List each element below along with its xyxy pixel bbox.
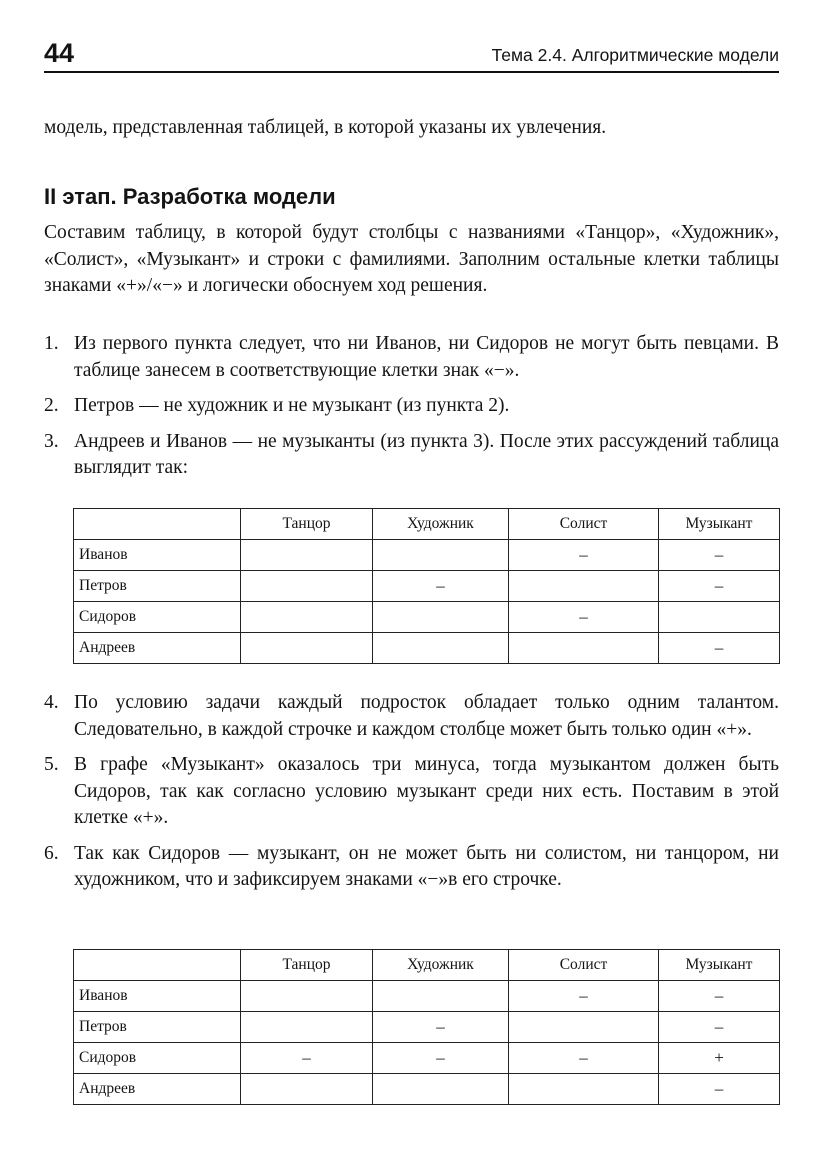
header-cell	[74, 509, 241, 540]
table-cell	[373, 540, 509, 571]
header-cell: Солист	[509, 509, 659, 540]
table-cell	[373, 633, 509, 664]
step-number: 1.	[44, 333, 59, 354]
row-name: Сидоров	[74, 1043, 241, 1074]
table-row	[74, 571, 780, 602]
steps-list-b	[44, 690, 779, 903]
table-row	[74, 540, 780, 571]
table-row	[74, 633, 780, 664]
intro-paragraph: модель, представленная таблицей, в которой указаны их увлечения.	[44, 117, 607, 138]
header-cell: Танцор	[241, 950, 373, 981]
step-number: 2.	[44, 395, 59, 416]
table-cell: –	[509, 602, 659, 633]
table-cell	[373, 981, 509, 1012]
table-cell	[241, 1074, 373, 1105]
list-item	[44, 841, 779, 894]
table-row	[74, 602, 780, 633]
step-text: Из первого пункта следует, что ни Иванов, ни Сидоров не могут быть певцами. В таблице занесем в соответствующие клетки знак «−».	[74, 333, 779, 381]
table-cell: –	[241, 1043, 373, 1074]
running-title: Тема 2.4. Алгоритмические модели	[491, 45, 779, 65]
step-text: Андреев и Иванов — не музыканты (из пункта 3). После этих рассуждений таблица выглядит так:	[74, 430, 779, 478]
table-header-row	[74, 509, 780, 540]
list-item	[44, 393, 779, 420]
step-text: Так как Сидоров — музыкант, он не может быть ни солистом, ни танцором, ни художником, что и зафиксируем знаками «−»в его строчке.	[74, 842, 779, 890]
table-cell	[509, 571, 659, 602]
list-item	[44, 752, 779, 832]
table-after	[73, 949, 780, 1105]
table-cell	[509, 1012, 659, 1043]
table-cell: –	[373, 1012, 509, 1043]
table-cell	[659, 602, 780, 633]
header-rule	[44, 71, 779, 73]
table-row	[74, 981, 780, 1012]
row-name: Андреев	[74, 633, 241, 664]
table-before	[73, 508, 780, 664]
table-cell: –	[659, 633, 780, 664]
table-cell: –	[659, 540, 780, 571]
header-cell	[74, 950, 241, 981]
row-name: Иванов	[74, 981, 241, 1012]
header-cell: Солист	[509, 950, 659, 981]
table-header-row	[74, 950, 780, 981]
table-cell	[241, 633, 373, 664]
list-item	[44, 690, 779, 743]
header-cell: Музыкант	[659, 509, 780, 540]
table-cell: +	[659, 1043, 780, 1074]
body-paragraph: Составим таблицу, в которой будут столбцы с названиями «Танцор», «Художник», «Солист», «Музыкант» и строки с фамилиями. Заполним остальные клетки таблицы знаками «+»/«−» и логически обоснуем ход решения.	[44, 222, 779, 296]
step-text: Петров — не художник и не музыкант (из пункта 2).	[74, 395, 510, 416]
table-cell: –	[373, 571, 509, 602]
header-cell: Художник	[373, 950, 509, 981]
section-heading: II этап. Разработка модели	[44, 184, 336, 209]
table-cell: –	[659, 981, 780, 1012]
step-number: 3.	[44, 430, 59, 452]
table-cell: –	[509, 1043, 659, 1074]
header-cell: Музыкант	[659, 950, 780, 981]
table-cell	[241, 981, 373, 1012]
list-item	[44, 429, 779, 482]
table-cell: –	[509, 540, 659, 571]
step-number: 6.	[44, 842, 59, 864]
header-cell: Танцор	[241, 509, 373, 540]
row-name: Петров	[74, 1012, 241, 1043]
table-cell	[241, 540, 373, 571]
row-name: Петров	[74, 571, 241, 602]
table-cell	[241, 571, 373, 602]
table-cell	[373, 602, 509, 633]
table-cell	[509, 633, 659, 664]
row-name: Андреев	[74, 1074, 241, 1105]
step-text: В графе «Музыкант» оказалось три минуса, тогда музыкантом должен быть Сидоров, так как согласно условию музыкант среди них есть. Поставим в этой клетке «+».	[74, 754, 779, 828]
table-cell	[241, 1012, 373, 1043]
table-cell: –	[373, 1043, 509, 1074]
table-row	[74, 1043, 780, 1074]
list-item	[44, 331, 779, 384]
table-cell: –	[659, 1074, 780, 1105]
row-name: Иванов	[74, 540, 241, 571]
table-cell: –	[659, 1012, 780, 1043]
page-number: 44	[44, 38, 75, 68]
table-row	[74, 1012, 780, 1043]
table-cell: –	[659, 571, 780, 602]
header-cell: Художник	[373, 509, 509, 540]
table-row	[74, 1074, 780, 1105]
table-cell	[241, 602, 373, 633]
table-cell	[373, 1074, 509, 1105]
row-name: Сидоров	[74, 602, 241, 633]
table-cell: –	[509, 981, 659, 1012]
step-text: По условию задачи каждый подросток обладает только одним талантом. Следовательно, в каждой строчке и каждом столбце может быть только один «+».	[74, 692, 779, 740]
step-number: 5.	[44, 754, 59, 775]
steps-list-a	[44, 331, 779, 491]
table-cell	[509, 1074, 659, 1105]
step-number: 4.	[44, 692, 59, 713]
